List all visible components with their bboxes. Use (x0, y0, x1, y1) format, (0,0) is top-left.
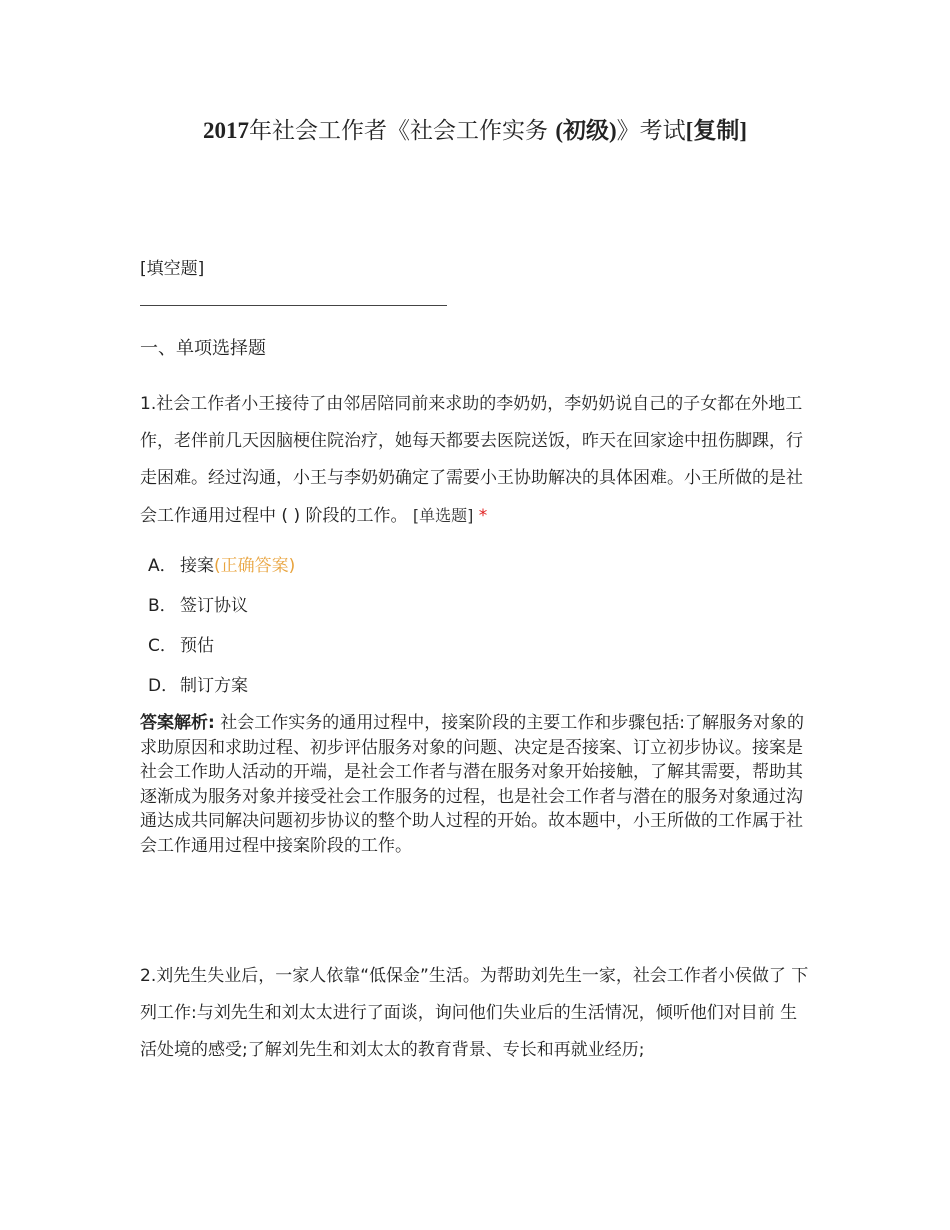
option-label: 制订方案 (180, 676, 248, 696)
fill-blank-tag: [填空题] (140, 259, 205, 279)
analysis-label: 答案解析: (140, 713, 215, 733)
option-b[interactable] (148, 586, 295, 626)
page-title (0, 112, 950, 145)
section-title: 一、单项选择题 (140, 338, 266, 359)
option-letter: C． (148, 636, 177, 656)
analysis-text: 社会工作实务的通用过程中，接案阶段的主要工作和步骤包括:了解服务对象的 求助原因和求助过程、初步评估服务对象的问题、决定是否接案、订立初步协议。接案是 社会工作助人活动的开端，是社会工作者与潜在服务对象开始接触，了解其需要，帮助其 逐渐成为服务对象并接受社会工作服务的过程，也是社会工作者与潜在的服务对象通过沟 通达成共同解决问题初步协议的整个助人过程的开始。故本题中，小王所做的工作属于社 会工作通用过程中接案阶段的工作。 (140, 713, 804, 856)
correct-answer-label: (正确答案) (214, 556, 296, 576)
option-d[interactable] (148, 666, 295, 706)
title-level: (初级) (555, 118, 617, 143)
option-c[interactable] (148, 626, 295, 666)
option-letter: A． (148, 556, 177, 576)
title-main: 年社会工作者《社会工作实务 (249, 118, 549, 144)
copy-link[interactable]: [复制] (685, 118, 747, 143)
option-label: 签订协议 (180, 596, 248, 616)
required-mark: * (478, 506, 488, 526)
option-letter: D． (148, 676, 179, 696)
option-label: 预估 (180, 636, 214, 656)
question-1-type: [单选题] (412, 506, 474, 525)
question-1-options (148, 546, 295, 706)
fill-blank-answer-line[interactable] (140, 305, 447, 306)
question-1 (140, 386, 812, 535)
question-2 (140, 958, 812, 1069)
question-1-text: 1.社会工作者小王接待了由邻居陪同前来求助的李奶奶，李奶奶说自己的子女都在外地工 作，老伴前几天因脑梗住院治疗，她每天都要去医院送饭，昨天在回家途中扭伤脚踝，行 走困难。经过沟通，小王与李奶奶确定了需要小王协助解决的具体困难。小王所做的是社会工作通用过程中 ( ) 阶段的工作。 (140, 394, 803, 526)
question-2-text: 2.刘先生失业后，一家人依靠“低保金”生活。为帮助刘先生一家，社会工作者小侯做了 下列工作:与刘先生和刘太太进行了面谈，询问他们失业后的生活情况，倾听他们对目前 生活处境的感受;了解刘先生和刘太太的教育背景、专长和再就业经历; (140, 966, 809, 1060)
title-end: 》考试 (616, 118, 686, 144)
answer-analysis (140, 711, 808, 858)
option-a[interactable] (148, 546, 295, 586)
option-label: 接案 (180, 556, 214, 576)
title-year: 2017 (203, 118, 250, 143)
option-letter: B． (148, 596, 177, 616)
